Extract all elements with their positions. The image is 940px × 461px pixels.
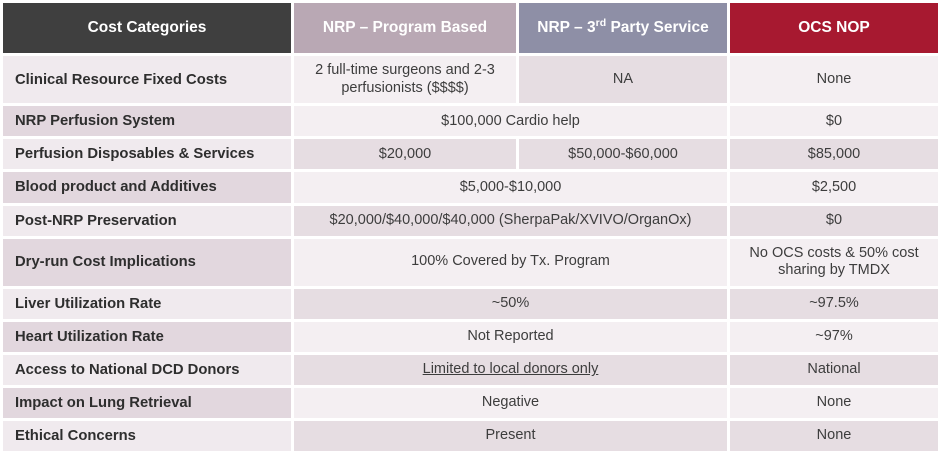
table-row — [3, 106, 938, 136]
row-category-clinical-resource-fixed-costs: Clinical Resource Fixed Costs — [3, 56, 291, 103]
cell-merged-post-nrp-preservation: $20,000/$40,000/$40,000 (SherpaPak/XVIVO/OrganOx) — [294, 206, 727, 236]
table-row — [3, 388, 938, 418]
cell-nrp-program-perfusion-disposables: $20,000 — [294, 139, 516, 169]
header-ocs-nop: OCS NOP — [730, 3, 938, 53]
cell-merged-heart-utilization-rate: Not Reported — [294, 322, 727, 352]
table-row — [3, 56, 938, 103]
row-category-post-nrp-preservation: Post-NRP Preservation — [3, 206, 291, 236]
header-nrp-third-party-service: NRP – 3rd Party Service — [519, 3, 727, 53]
cell-ocs-nop-impact-on-lung-retrieval: None — [730, 388, 938, 418]
row-category-impact-on-lung-retrieval: Impact on Lung Retrieval — [3, 388, 291, 418]
header-cost-categories: Cost Categories — [3, 3, 291, 53]
cell-merged-blood-product-and-additives: $5,000-$10,000 — [294, 172, 727, 202]
table-row — [3, 206, 938, 236]
cell-nrp-third-party-perfusion-disposables: $50,000-$60,000 — [519, 139, 727, 169]
cell-nrp-program-clinical-resource: 2 full-time surgeons and 2-3 perfusionists ($$$$) — [294, 56, 516, 103]
cell-ocs-nop-heart-utilization-rate: ~97% — [730, 322, 938, 352]
cell-nrp-third-party-clinical-resource: NA — [519, 56, 727, 103]
row-category-dry-run-cost-implications: Dry-run Cost Implications — [3, 239, 291, 286]
cell-ocs-nop-access-to-national-dcd-donors: National — [730, 355, 938, 385]
row-category-perfusion-disposables-services: Perfusion Disposables & Services — [3, 139, 291, 169]
table-row — [3, 355, 938, 385]
table-row — [3, 289, 938, 319]
table-row — [3, 421, 938, 451]
header-nrp-program-based: NRP – Program Based — [294, 3, 516, 53]
cell-merged-impact-on-lung-retrieval: Negative — [294, 388, 727, 418]
cell-merged-nrp-perfusion-system: $100,000 Cardio help — [294, 106, 727, 136]
cell-ocs-nop-liver-utilization-rate: ~97.5% — [730, 289, 938, 319]
cell-ocs-nop-perfusion-disposables: $85,000 — [730, 139, 938, 169]
cell-ocs-nop-nrp-perfusion-system: $0 — [730, 106, 938, 136]
row-category-liver-utilization-rate: Liver Utilization Rate — [3, 289, 291, 319]
cell-ocs-nop-clinical-resource: None — [730, 56, 938, 103]
table-row — [3, 139, 938, 169]
row-category-heart-utilization-rate: Heart Utilization Rate — [3, 322, 291, 352]
row-category-ethical-concerns: Ethical Concerns — [3, 421, 291, 451]
cell-merged-access-text: Limited to local donors only — [422, 361, 599, 378]
row-category-nrp-perfusion-system: NRP Perfusion System — [3, 106, 291, 136]
cell-ocs-nop-post-nrp-preservation: $0 — [730, 206, 938, 236]
cell-ocs-nop-blood-product-and-additives: $2,500 — [730, 172, 938, 202]
cell-merged-ethical-concerns: Present — [294, 421, 727, 451]
cell-ocs-nop-dry-run-cost-implications: No OCS costs & 50% cost sharing by TMDX — [730, 239, 938, 286]
cell-merged-liver-utilization-rate: ~50% — [294, 289, 727, 319]
row-category-access-to-national-dcd-donors: Access to National DCD Donors — [3, 355, 291, 385]
table-row — [3, 322, 938, 352]
table-row — [3, 172, 938, 202]
row-category-blood-product-and-additives: Blood product and Additives — [3, 172, 291, 202]
table-row — [3, 239, 938, 286]
table-body — [3, 56, 938, 451]
table-header-row — [3, 3, 938, 53]
cell-ocs-nop-ethical-concerns: None — [730, 421, 938, 451]
cell-merged-access-to-national-dcd-donors — [294, 355, 727, 385]
cell-merged-dry-run-cost-implications: 100% Covered by Tx. Program — [294, 239, 727, 286]
